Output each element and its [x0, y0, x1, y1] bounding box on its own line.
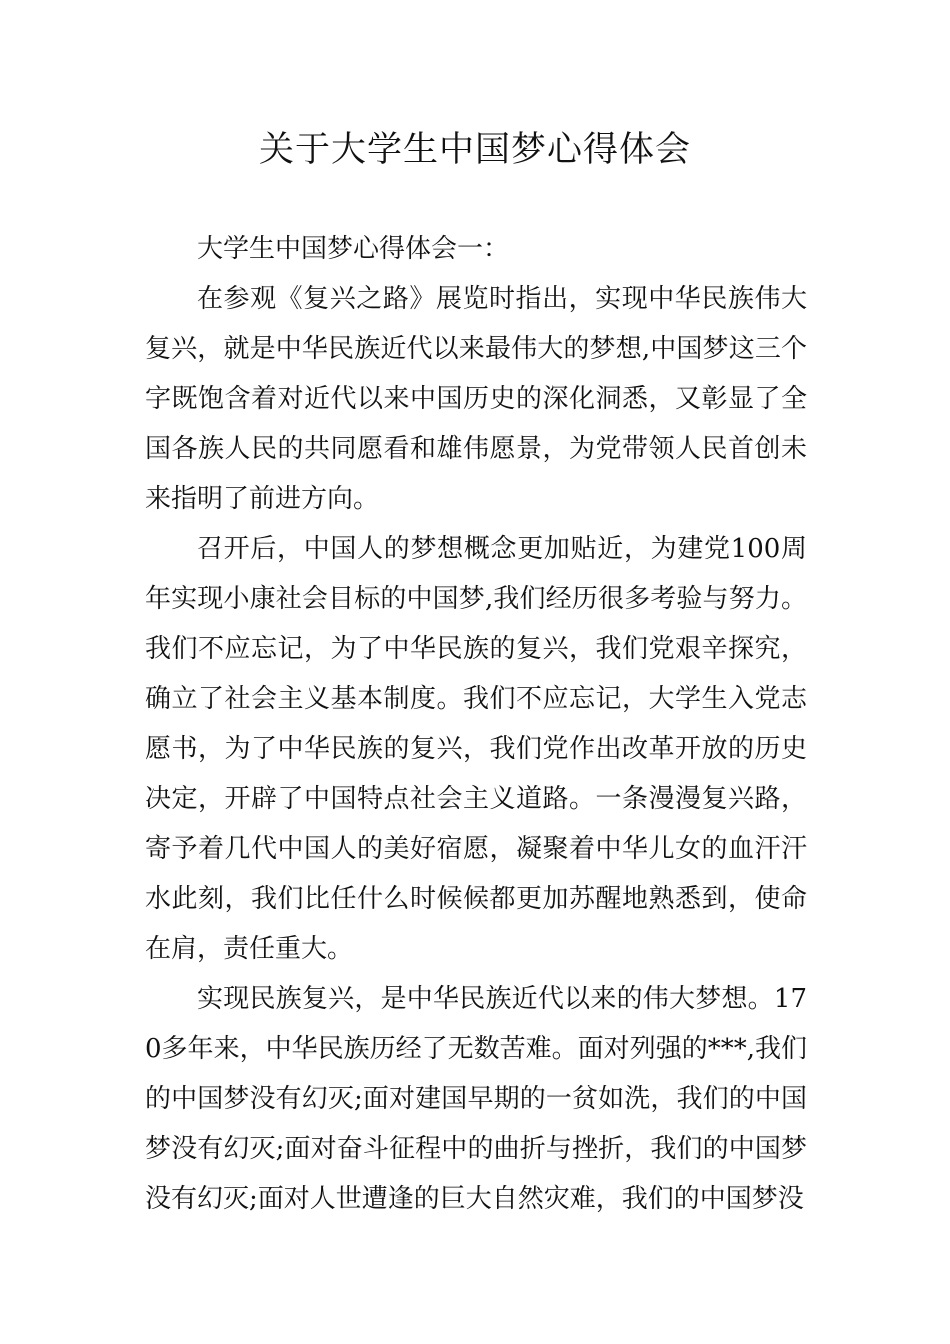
paragraph: 在参观《复兴之路》展览时指出，实现中华民族伟大复兴，就是中华民族近代以来最伟大的梦想,中国梦这三个字既饱含着对近代以来中国历史的深化洞悉，又彰显了全国各族人民的共同愿看和雄伟愿景，为党带领人民首创未来指明了前进方向。	[145, 284, 807, 514]
document-title: 关于大学生中国梦心得体会	[258, 130, 691, 170]
paragraph-heading: 大学生中国梦心得体会一：	[197, 234, 510, 264]
document-body	[145, 224, 807, 1224]
paragraph: 实现民族复兴，是中华民族近代以来的伟大梦想。170多年来，中华民族历经了无数苦难。面对列强的***,我们的中国梦没有幻灭;面对建国早期的一贫如洗，我们的中国梦没有幻灭;面对奋斗征程中的曲折与挫折，我们的中国梦没有幻灭;面对人世遭逢的巨大自然灾难，我们的中国梦没	[145, 984, 807, 1214]
paragraph: 召开后，中国人的梦想概念更加贴近，为建党100周年实现小康社会目标的中国梦,我们经历很多考验与努力。我们不应忘记，为了中华民族的复兴，我们党艰辛探究，确立了社会主义基本制度。我们不应忘记，大学生入党志愿书，为了中华民族的复兴，我们党作出改革开放的历史决定，开辟了中国特点社会主义道路。一条漫漫复兴路，寄予着几代中国人的美好宿愿，凝聚着中华儿女的血汗汗水此刻，我们比任什么时候候都更加苏醒地熟悉到，使命在肩，责任重大。	[145, 534, 807, 964]
